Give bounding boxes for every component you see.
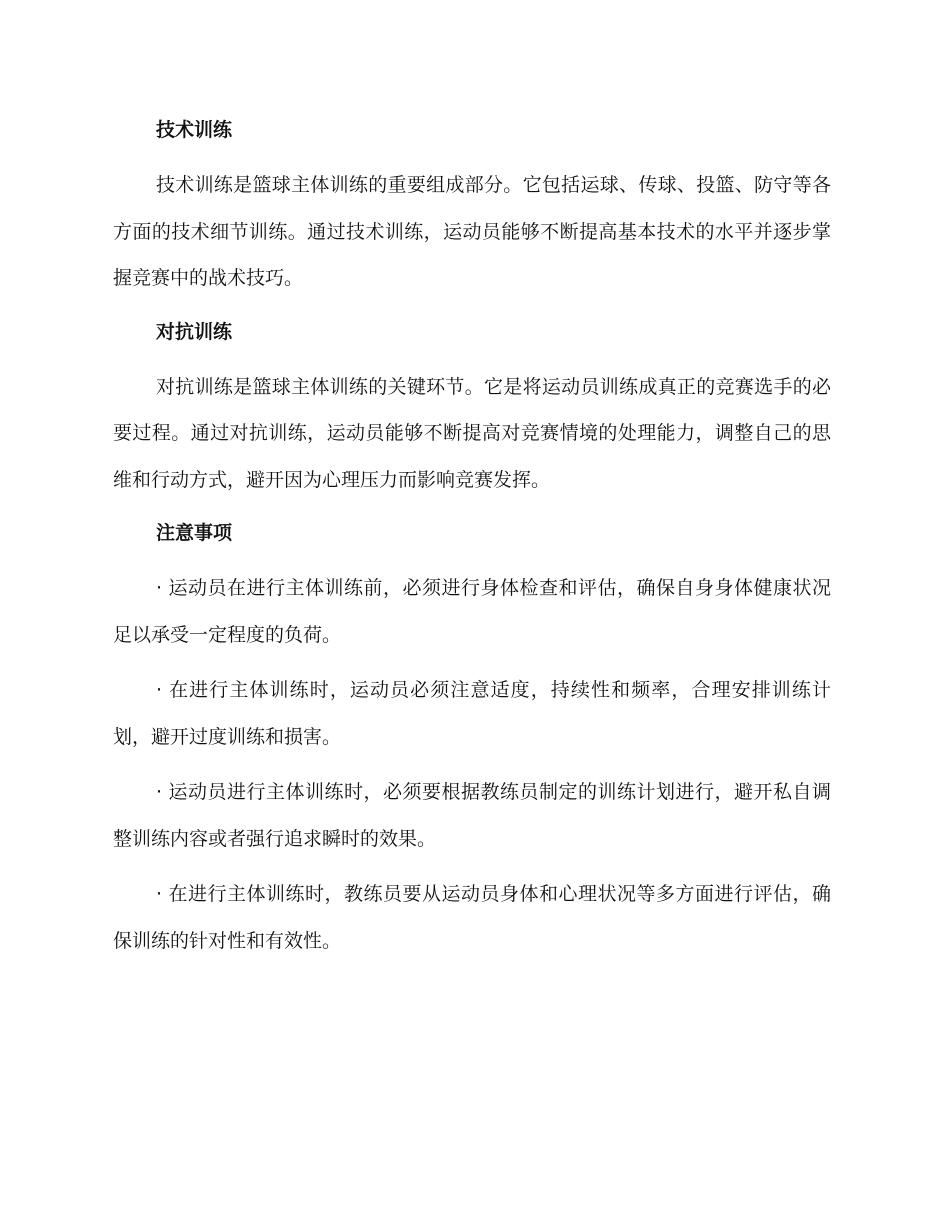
list-item-text: 在进行主体训练时，教练员要从运动员身体和心理状况等多方面进行评估，确保训练的针对性和有效性。 bbox=[113, 883, 831, 952]
section-heading-precautions: 注意事项 bbox=[156, 522, 233, 544]
section-paragraph: 对抗训练是篮球主体训练的关键环节。它是将运动员训练成真正的竞赛选手的必要过程。通过对抗训练，运动员能够不断提高对竞赛情境的处理能力，调整自己的思维和行动方式，避开因为心理压力而影响竞赛发挥。 bbox=[113, 375, 831, 491]
section-heading-confrontation-training: 对抗训练 bbox=[156, 320, 233, 343]
bullet-marker: · bbox=[156, 883, 163, 905]
bullet-marker: · bbox=[156, 679, 163, 701]
document-body bbox=[113, 112, 831, 973]
section-heading-technical-training: 技术训练 bbox=[156, 119, 233, 141]
bullet-marker: · bbox=[156, 577, 163, 599]
list-item bbox=[113, 871, 831, 964]
section-paragraph: 技术训练是篮球主体训练的重要组成部分。它包括运球、传球、投篮、防守等各方面的技术细节训练。通过技术训练，运动员能够不断提高基本技术的水平并逐步掌握竞赛中的战术技巧。 bbox=[113, 174, 831, 289]
list-item-text: 运动员在进行主体训练前，必须进行身体检查和评估，确保自身身体健康状况足以承受一定程度的负荷。 bbox=[113, 577, 831, 646]
list-item bbox=[113, 667, 831, 760]
list-item bbox=[113, 565, 831, 658]
bullet-marker: · bbox=[156, 781, 163, 803]
list-item bbox=[113, 769, 831, 862]
list-item-text: 在进行主体训练时，运动员必须注意适度，持续性和频率，合理安排训练计划，避开过度训练和损害。 bbox=[113, 679, 831, 748]
list-item-text: 运动员进行主体训练时，必须要根据教练员制定的训练计划进行，避开私自调整训练内容或者强行追求瞬时的效果。 bbox=[113, 781, 831, 850]
